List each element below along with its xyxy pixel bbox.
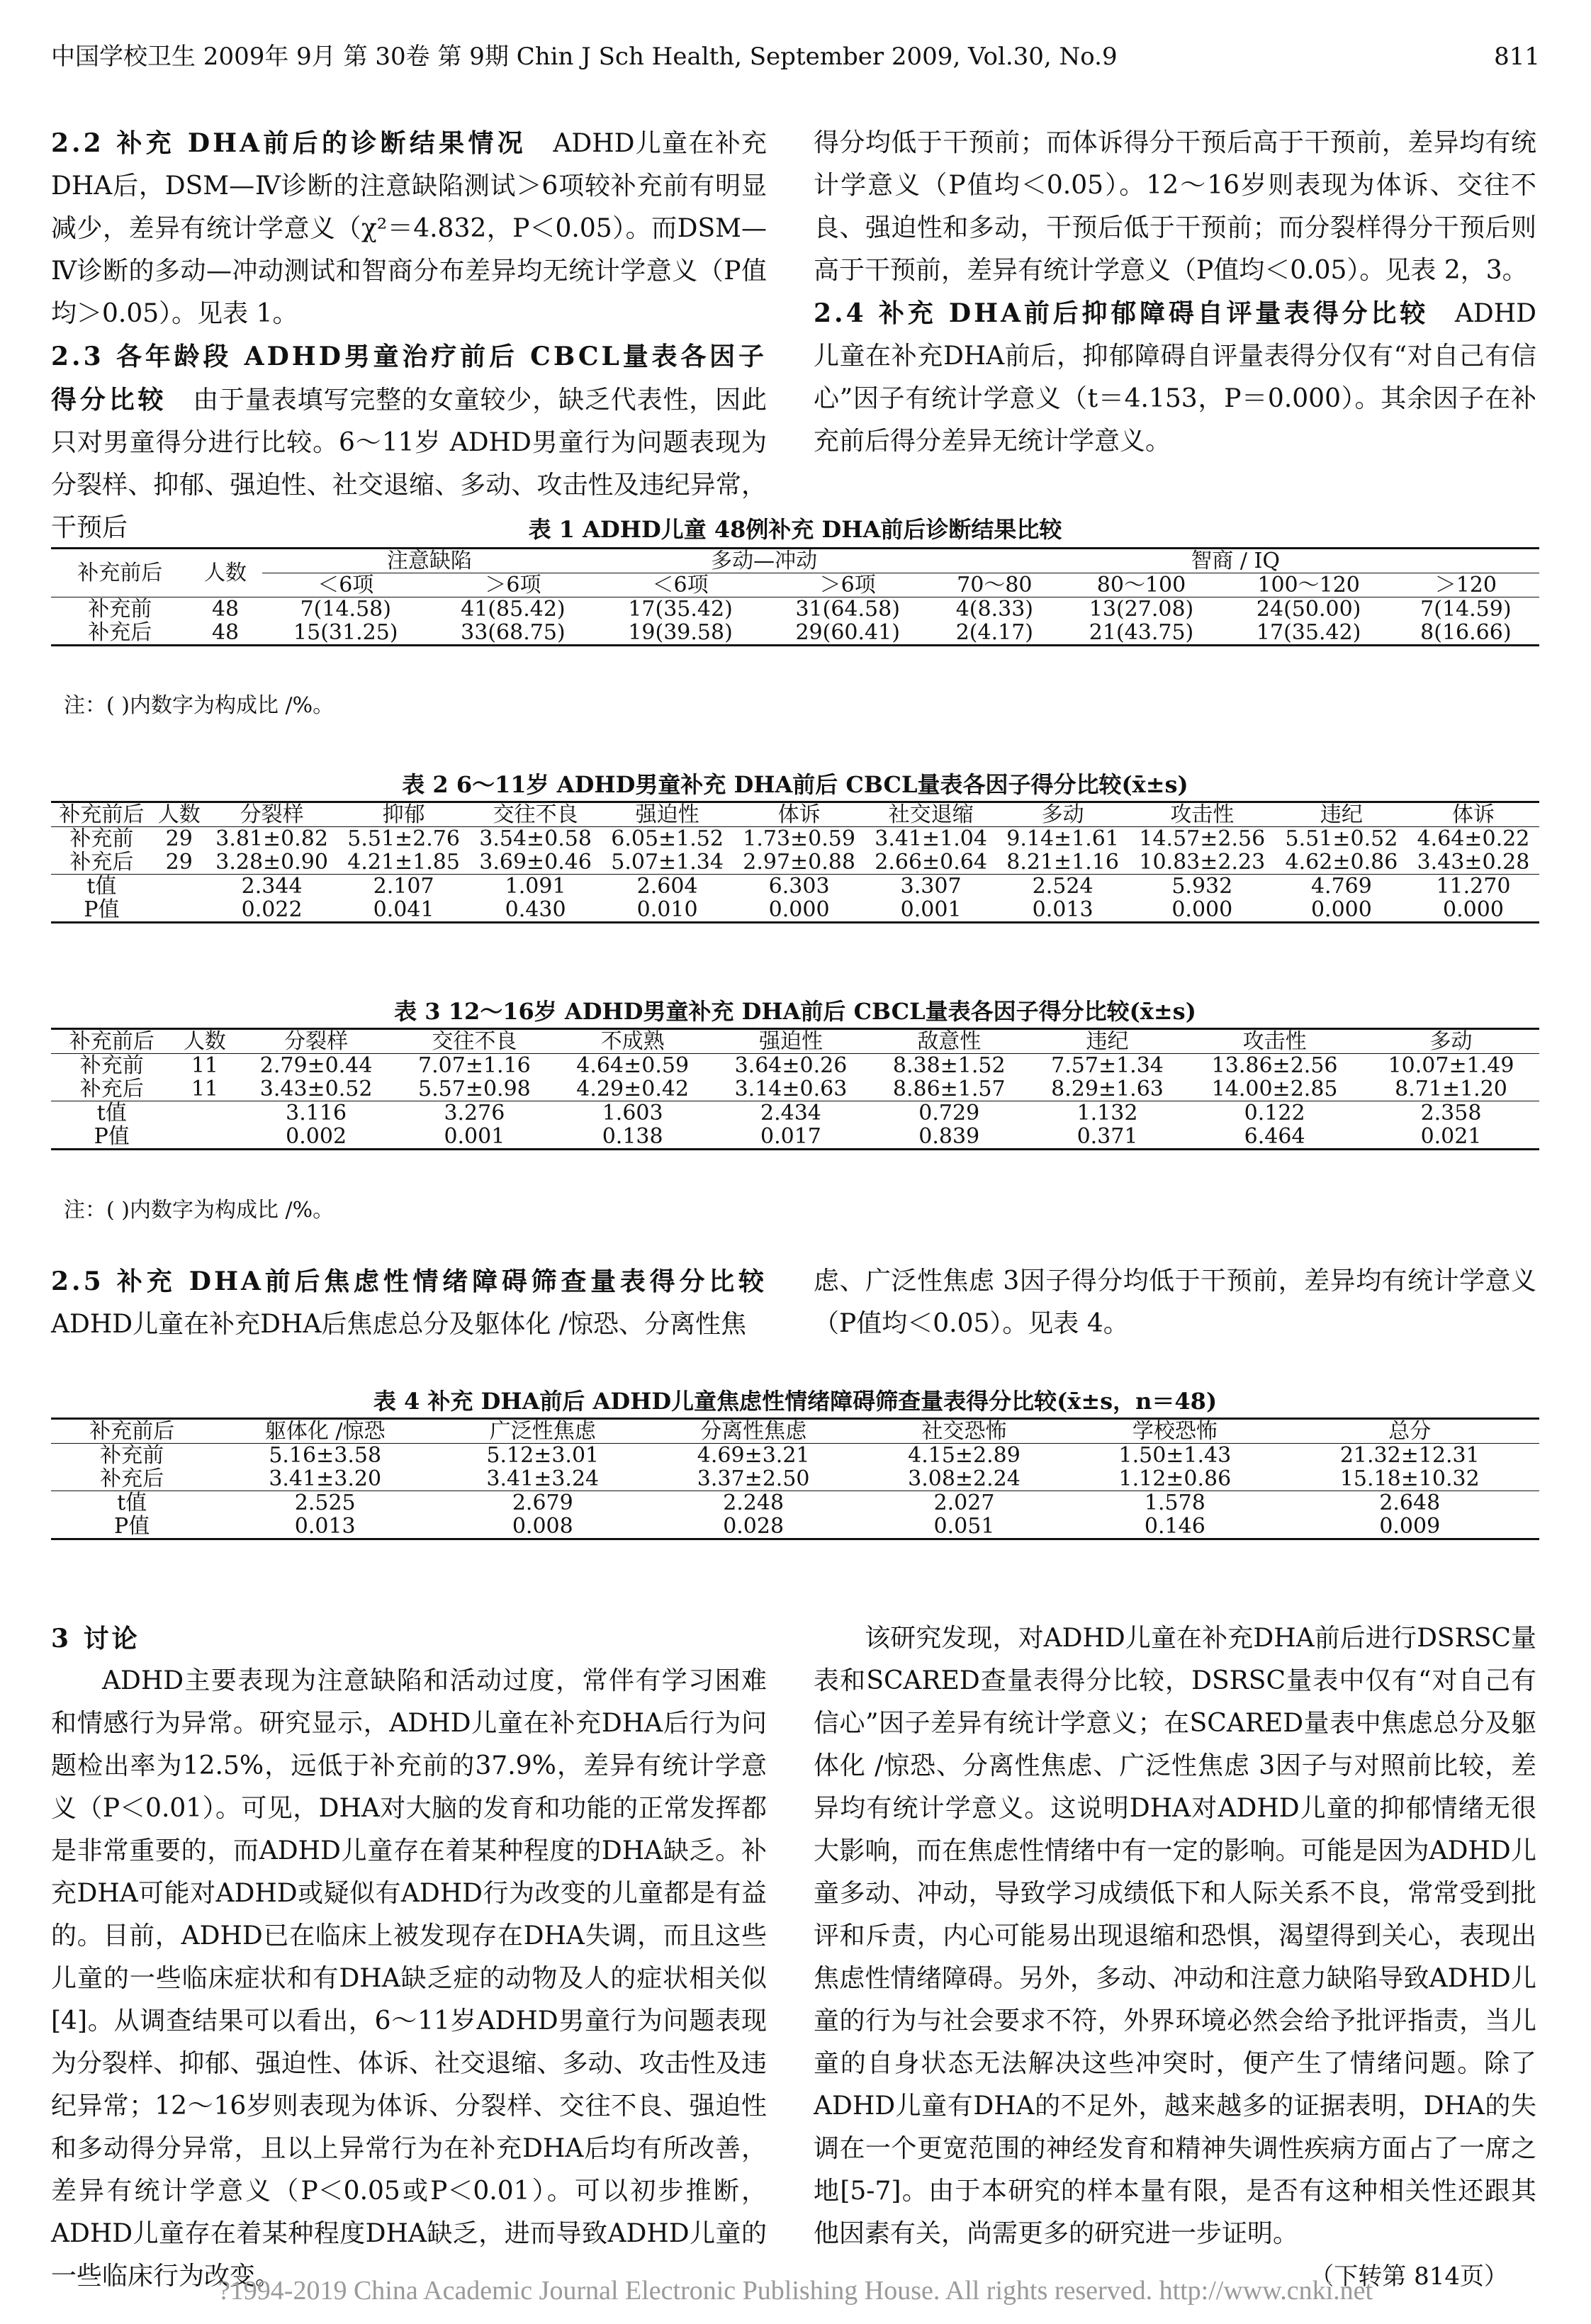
t3-t-label: t值 xyxy=(96,1101,127,1125)
t3-header: 交往不良 xyxy=(432,1029,517,1054)
table1-note: 注：( )内数字为构成比 /%。 xyxy=(64,693,334,718)
t1-sub: ＞6项 xyxy=(429,573,597,597)
t2-header: 体诉 xyxy=(777,802,821,827)
t3-header: 分裂样 xyxy=(284,1029,349,1054)
table3-note: 注：( )内数字为构成比 /%。 xyxy=(64,1198,334,1223)
table-row xyxy=(51,621,1539,646)
t3-cell: 8.86±1.57 xyxy=(892,1077,1006,1101)
t2-cell: 9.14±1.61 xyxy=(1006,826,1119,851)
t1-cell: 7(14.59) xyxy=(1420,597,1512,622)
t1-cell: 补充后 xyxy=(88,620,152,645)
t1-cell: 7(14.58) xyxy=(300,597,391,622)
t1-h-attention: 注意缺陷 xyxy=(262,549,597,573)
t3-cell: 4.64±0.59 xyxy=(576,1053,690,1078)
t1-cell: 41(85.42) xyxy=(461,597,566,622)
t2-cell: 4.21±1.85 xyxy=(347,850,460,875)
t2-p: 0.022 xyxy=(241,897,303,922)
t2-header: 交往不良 xyxy=(493,802,578,827)
t1-cell: 17(35.42) xyxy=(1256,620,1361,645)
t2-p: 0.041 xyxy=(373,897,434,922)
table1-caption: 表 1 ADHD儿童 48例补充 DHA前后诊断结果比较 xyxy=(528,516,1062,543)
t2-t: 3.307 xyxy=(900,874,962,899)
table-row xyxy=(51,1491,1539,1515)
t4-header: 躯体化 /惊恐 xyxy=(264,1419,386,1444)
t3-cell: 11 xyxy=(191,1053,219,1078)
table-row xyxy=(51,1101,1539,1125)
table-row xyxy=(51,898,1539,923)
t2-cell: 6.05±1.52 xyxy=(611,826,724,851)
t4-cell: 4.15±2.89 xyxy=(908,1443,1021,1468)
t1-cell: 2(4.17) xyxy=(955,620,1033,645)
section-2-2-text: ADHD儿童在补充DHA后，DSM—Ⅳ诊断的注意缺陷测试＞6项较补充前有明显减少，差异有统计学意义（χ²＝4.832，P＜0.05）。而DSM—Ⅳ诊断的多动—冲动测试和智商分布差异均无统计学意义（P值均＞0.05）。见表 1。 xyxy=(51,129,767,328)
t4-header: 社交恐怖 xyxy=(921,1419,1007,1444)
t3-p-label: P值 xyxy=(94,1124,130,1149)
t2-p-label: P值 xyxy=(84,897,120,922)
t3-header: 敌意性 xyxy=(917,1029,982,1054)
t3-cell: 14.00±2.85 xyxy=(1211,1077,1338,1101)
t2-t: 2.344 xyxy=(241,874,303,899)
section-2-2-title: 2.2 补充 DHA前后的诊断结果情况 xyxy=(51,128,527,158)
t4-cell: 15.18±10.32 xyxy=(1339,1466,1480,1491)
t1-cell: 24(50.00) xyxy=(1256,597,1361,622)
t4-t-label: t值 xyxy=(117,1491,147,1515)
t1-sub: 80～100 xyxy=(1057,573,1225,597)
t4-cell: 5.16±3.58 xyxy=(269,1443,382,1468)
t2-t: 1.091 xyxy=(505,874,566,899)
t2-t-label: t值 xyxy=(86,874,117,899)
t2-t: 11.270 xyxy=(1436,874,1511,899)
t1-h-hyper: 多动—冲动 xyxy=(597,549,931,573)
t2-cell: 5.51±0.52 xyxy=(1285,826,1398,851)
t4-p: 0.013 xyxy=(294,1514,356,1539)
running-header xyxy=(51,37,1540,77)
left-column-mid xyxy=(51,1260,767,1346)
table-row xyxy=(51,875,1539,899)
section-2-4-text: ADHD儿童在补充DHA前后，抑郁障碍自评量表得分仅有“对自己有信心”因子有统计学意义（t＝4.153，P＝0.000）。其余因子在补充前后得分差异无统计学意义。 xyxy=(814,299,1536,456)
t3-cell: 3.14±0.63 xyxy=(734,1077,848,1101)
t3-cell: 补充前 xyxy=(79,1053,144,1078)
t3-header: 多动 xyxy=(1429,1029,1473,1054)
t2-header: 强迫性 xyxy=(635,802,699,827)
t2-p: 0.430 xyxy=(505,897,566,922)
t3-cell: 8.29±1.63 xyxy=(1051,1077,1164,1101)
t3-p: 0.001 xyxy=(444,1124,505,1149)
section-2-3-title: 2.3 各年龄段 ADHD男童治疗前后 CBCL量表各因子得分比较 xyxy=(51,342,767,415)
t2-t: 2.107 xyxy=(373,874,434,899)
t2-t: 4.769 xyxy=(1310,874,1372,899)
t3-p: 0.839 xyxy=(918,1124,980,1149)
right-column-mid xyxy=(814,1260,1536,1345)
t1-cell: 19(39.58) xyxy=(628,620,733,645)
t2-p: 0.000 xyxy=(768,897,830,922)
table-row xyxy=(51,1077,1539,1101)
t4-header: 补充前后 xyxy=(89,1419,175,1444)
t4-cell: 3.08±2.24 xyxy=(908,1466,1021,1491)
t2-p: 0.010 xyxy=(636,897,698,922)
table-row xyxy=(51,597,1539,622)
table-row xyxy=(51,1125,1539,1150)
t3-cell: 8.71±1.20 xyxy=(1395,1077,1507,1101)
t2-t: 2.604 xyxy=(636,874,698,899)
table2 xyxy=(51,801,1539,924)
t3-p: 0.002 xyxy=(286,1124,347,1149)
journal-header: 中国学校卫生 2009年 9月 第 30卷 第 9期 Chin J Sch Health, September 2009, Vol.30, No.9 xyxy=(51,43,1118,71)
t1-cell: 17(35.42) xyxy=(628,597,733,622)
t3-cell: 5.57±0.98 xyxy=(418,1077,531,1101)
t4-t: 2.248 xyxy=(723,1491,785,1515)
t3-cell: 8.38±1.52 xyxy=(892,1053,1006,1078)
t2-p: 0.001 xyxy=(900,897,962,922)
t2-p: 0.000 xyxy=(1310,897,1372,922)
t3-cell: 7.07±1.16 xyxy=(418,1053,531,1078)
t2-t: 6.303 xyxy=(768,874,830,899)
t2-p: 0.013 xyxy=(1032,897,1094,922)
section-2-3-text-cont: 得分均低于干预前；而体诉得分干预后高于干预前，差异均有统计学意义（P值均＜0.05）。12～16岁则表现为体诉、交往不良、强迫性和多动，干预后低于干预前；而分裂样得分干预后则高于干预前，差异有统计学意义（P值均＜0.05）。见表 2，3。 xyxy=(814,128,1536,285)
t4-p: 0.051 xyxy=(933,1514,995,1539)
discussion-paragraph-2: 该研究发现，对ADHD儿童在补充DHA前后进行DSRSC量表和SCARED查量表得分比较，DSRSC量表中仅有“对自己有信心”因子差异有统计学意义；在SCARED量表中焦虑总分及躯体化 /惊恐、分离性焦虑、广泛性焦虑 3因子与对照前比较，差异均有统计学意义。这说明DHA对ADHD儿童的抑郁情绪无很大影响，而在焦虑性情绪中有一定的影响。可能是因为ADHD儿童多动、冲动，导致学习成绩低下和人际关系不良，常常受到批评和斥责，内心可能易出现退缩和恐惧，渴望得到关心，表现出焦虑性情绪障碍。另外，多动、冲动和注意力缺陷导致ADHD儿童的行为与社会要求不符，外界环境必然会给予批评指责，当儿童的自身状态无法解决这些冲突时，便产生了情绪问题。除了ADHD儿童有DHA的不足外，越来越多的证据表明，DHA的失调在一个更宽范围的神经发育和精神失调性疾病方面占了一席之地[5-7]。由于本研究的样本量有限，是否有这种相关性还跟其他因素有关，尚需更多的研究进一步证明。 xyxy=(814,1624,1536,2248)
t4-t: 2.648 xyxy=(1379,1491,1441,1515)
t3-header: 强迫性 xyxy=(758,1029,823,1054)
t2-cell: 4.62±0.86 xyxy=(1285,850,1398,875)
t4-cell: 3.41±3.20 xyxy=(269,1466,382,1491)
t2-t: 5.932 xyxy=(1171,874,1233,899)
t2-cell: 3.81±0.82 xyxy=(215,826,328,851)
t3-cell: 2.79±0.44 xyxy=(259,1053,373,1078)
right-column-top xyxy=(814,122,1536,463)
t4-t: 2.525 xyxy=(294,1491,356,1515)
t4-cell: 补充后 xyxy=(100,1466,164,1491)
table-row xyxy=(51,827,1539,851)
t1-h-period: 补充前后 xyxy=(51,549,189,597)
table3 xyxy=(51,1028,1539,1150)
t4-t: 2.679 xyxy=(512,1491,573,1515)
t2-cell: 3.69±0.46 xyxy=(479,850,592,875)
t1-cell: 21(43.75) xyxy=(1089,620,1194,645)
t2-cell: 5.07±1.34 xyxy=(611,850,724,875)
t2-cell: 3.54±0.58 xyxy=(479,826,592,851)
t3-t: 0.122 xyxy=(1244,1101,1305,1125)
t3-t: 2.358 xyxy=(1420,1101,1482,1125)
discussion-title: 3 讨论 xyxy=(51,1624,140,1654)
page-number: 811 xyxy=(1494,43,1540,71)
table3-caption: 表 3 12～16岁 ADHD男童补充 DHA前后 CBCL量表各因子得分比较(x̄±s) xyxy=(394,998,1196,1025)
t3-cell: 10.07±1.49 xyxy=(1388,1053,1514,1078)
t4-p: 0.008 xyxy=(512,1514,573,1539)
t2-header: 体诉 xyxy=(1451,802,1495,827)
table4-caption: 表 4 补充 DHA前后 ADHD儿童焦虑性情绪障碍筛查量表得分比较(x̄±s，n＝48) xyxy=(373,1388,1218,1415)
table-row xyxy=(51,851,1539,875)
t2-cell: 补充后 xyxy=(69,850,134,875)
t2-header: 分裂样 xyxy=(240,802,304,827)
table-row xyxy=(51,1515,1539,1539)
section-2-5-title: 2.5 补充 DHA前后焦虑性情绪障碍筛查量表得分比较 xyxy=(51,1267,767,1296)
continued-note: （下转第 814页） xyxy=(1310,2262,1508,2291)
t3-cell: 13.86±2.56 xyxy=(1211,1053,1338,1078)
t4-p: 0.146 xyxy=(1144,1514,1205,1539)
t1-cell: 29(60.41) xyxy=(795,620,900,645)
t1-sub: ＜6项 xyxy=(597,573,764,597)
t1-h-iq: 智商 / IQ xyxy=(931,549,1539,573)
discussion-left-column xyxy=(51,1617,767,2298)
t4-t: 2.027 xyxy=(933,1491,995,1515)
table-row xyxy=(51,1054,1539,1078)
t2-cell: 2.66±0.64 xyxy=(875,850,987,875)
discussion-paragraph-1: ADHD主要表现为注意缺陷和活动过度，常伴有学习困难和情感行为异常。研究显示，ADHD儿童在补充DHA后行为问题检出率为12.5%，远低于补充前的37.9%，差异有统计学意义（P＜0.01）。可见，DHA对大脑的发育和功能的正常发挥都是非常重要的，而ADHD儿童存在着某种程度的DHA缺乏。补充DHA可能对ADHD或疑似有ADHD行为改变的儿童都是有益的。目前，ADHD已在临床上被发现存在DHA失调，而且这些儿童的一些临床症状和有DHA缺乏症的动物及人的症状相关似[4]。从调查结果可以看出，6～11岁ADHD男童行为问题表现为分裂样、抑郁、强迫性、体诉、社交退缩、多动、攻击性及违纪异常；12～16岁则表现为体诉、分裂样、交往不良、强迫性和多动得分异常，且以上异常行为在补充DHA后均有所改善，差异有统计学意义（P＜0.05或P＜0.01）。可以初步推断，ADHD儿童存在着某种程度DHA缺乏，进而导致ADHD儿童的一些临床行为改变。 xyxy=(51,1666,767,2291)
discussion-right-column xyxy=(814,1617,1536,2298)
t2-cell: 3.28±0.90 xyxy=(215,850,328,875)
t2-header: 人数 xyxy=(157,802,201,827)
left-column-top xyxy=(51,122,767,549)
t3-cell: 11 xyxy=(191,1077,219,1101)
t1-cell: 33(68.75) xyxy=(461,620,566,645)
t2-header: 抑郁 xyxy=(382,802,425,827)
t1-cell: 31(64.58) xyxy=(795,597,900,622)
t1-sub: 100～120 xyxy=(1225,573,1393,597)
t2-cell: 8.21±1.16 xyxy=(1006,850,1119,875)
t2-cell: 14.57±2.56 xyxy=(1139,826,1266,851)
table-row xyxy=(51,1467,1539,1491)
t1-cell: 4(8.33) xyxy=(955,597,1033,622)
t2-cell: 2.97±0.88 xyxy=(743,850,855,875)
t2-cell: 10.83±2.23 xyxy=(1139,850,1266,875)
section-2-5-text: ADHD儿童在补充DHA后焦虑总分及躯体化 /惊恐、分离性焦 xyxy=(51,1310,746,1339)
table1 xyxy=(51,547,1539,646)
t4-header: 分离性焦虑 xyxy=(700,1419,807,1444)
t2-cell: 4.64±0.22 xyxy=(1417,826,1530,851)
t3-t: 3.276 xyxy=(444,1101,505,1125)
t4-p: 0.009 xyxy=(1379,1514,1441,1539)
t4-p: 0.028 xyxy=(723,1514,785,1539)
table4 xyxy=(51,1418,1539,1540)
t2-cell: 3.41±1.04 xyxy=(875,826,987,851)
t3-t: 0.729 xyxy=(918,1101,980,1125)
t2-cell: 1.73±0.59 xyxy=(743,826,855,851)
t1-h-n: 人数 xyxy=(189,549,262,597)
t3-cell: 4.29±0.42 xyxy=(576,1077,690,1101)
table2-caption: 表 2 6～11岁 ADHD男童补充 DHA前后 CBCL量表各因子得分比较(x̄±s) xyxy=(402,771,1188,798)
t3-t: 1.603 xyxy=(602,1101,663,1125)
t2-p: 0.000 xyxy=(1171,897,1233,922)
t1-cell: 48 xyxy=(211,597,240,622)
t1-cell: 13(27.08) xyxy=(1089,597,1194,622)
t1-cell: 补充前 xyxy=(88,597,152,622)
t3-p: 0.021 xyxy=(1420,1124,1482,1149)
t3-cell: 3.64±0.26 xyxy=(734,1053,848,1078)
t4-cell: 4.69±3.21 xyxy=(697,1443,810,1468)
t1-sub: ＞120 xyxy=(1393,573,1539,597)
copyright-footer: ?1994-2019 China Academic Journal Electronic Publishing House. All rights reserved. http://www.cnki.net xyxy=(218,2276,1373,2306)
t3-t: 1.132 xyxy=(1076,1101,1138,1125)
t2-header: 社交退缩 xyxy=(888,802,974,827)
t2-cell: 29 xyxy=(165,826,193,851)
t3-header: 不成熟 xyxy=(600,1029,665,1054)
t4-cell: 5.12±3.01 xyxy=(486,1443,600,1468)
t4-cell: 补充前 xyxy=(100,1443,164,1468)
t2-header: 攻击性 xyxy=(1170,802,1235,827)
t4-p-label: P值 xyxy=(114,1514,150,1539)
t4-cell: 3.37±2.50 xyxy=(697,1466,810,1491)
t2-header: 补充前后 xyxy=(59,802,145,827)
t3-header: 攻击性 xyxy=(1242,1029,1307,1054)
t3-p: 0.017 xyxy=(760,1124,821,1149)
t1-cell: 48 xyxy=(211,620,240,645)
t2-cell: 3.43±0.28 xyxy=(1417,850,1530,875)
t3-cell: 补充后 xyxy=(79,1077,144,1101)
t1-sub: ＞6项 xyxy=(764,573,931,597)
t3-header: 违纪 xyxy=(1086,1029,1129,1054)
t4-cell: 3.41±3.24 xyxy=(486,1466,600,1491)
t3-cell: 3.43±0.52 xyxy=(259,1077,373,1101)
t4-header: 学校恐怖 xyxy=(1132,1419,1218,1444)
t4-cell: 1.12±0.86 xyxy=(1118,1466,1232,1491)
t3-t: 2.434 xyxy=(760,1101,821,1125)
t3-header: 补充前后 xyxy=(69,1029,154,1054)
t4-t: 1.578 xyxy=(1144,1491,1205,1515)
t3-t: 3.116 xyxy=(286,1101,347,1125)
t1-sub: 70～80 xyxy=(931,573,1057,597)
section-2-5-text-cont: 虑、广泛性焦虑 3因子得分均低于干预前，差异均有统计学意义（P值均＜0.05）。见表 4。 xyxy=(814,1267,1536,1338)
t4-header: 广泛性焦虑 xyxy=(489,1419,596,1444)
t2-cell: 29 xyxy=(165,850,193,875)
t3-header: 人数 xyxy=(183,1029,226,1054)
t2-header: 违纪 xyxy=(1320,802,1363,827)
t2-header: 多动 xyxy=(1041,802,1084,827)
table-row xyxy=(51,1444,1539,1468)
t2-t: 2.524 xyxy=(1032,874,1094,899)
t4-header: 总分 xyxy=(1388,1419,1432,1444)
t2-cell: 5.51±2.76 xyxy=(347,826,460,851)
section-2-3-text: 由于量表填写完整的女童较少，缺乏代表性，因此只对男童得分进行比较。6～11岁 ADHD男童行为问题表现为分裂样、抑郁、强迫性、社交退缩、多动、攻击性及违纪异常，干预后 xyxy=(51,386,767,542)
t1-sub: ＜6项 xyxy=(262,573,429,597)
t4-cell: 21.32±12.31 xyxy=(1339,1443,1480,1468)
t3-cell: 7.57±1.34 xyxy=(1051,1053,1164,1078)
t2-p: 0.000 xyxy=(1443,897,1504,922)
t1-cell: 15(31.25) xyxy=(293,620,398,645)
t3-p: 0.371 xyxy=(1076,1124,1138,1149)
t4-cell: 1.50±1.43 xyxy=(1118,1443,1232,1468)
t2-cell: 补充前 xyxy=(69,826,134,851)
section-2-4-title: 2.4 补充 DHA前后抑郁障碍自评量表得分比较 xyxy=(814,298,1429,328)
t1-cell: 8(16.66) xyxy=(1420,620,1512,645)
t3-p: 0.138 xyxy=(602,1124,663,1149)
t3-p: 6.464 xyxy=(1244,1124,1305,1149)
